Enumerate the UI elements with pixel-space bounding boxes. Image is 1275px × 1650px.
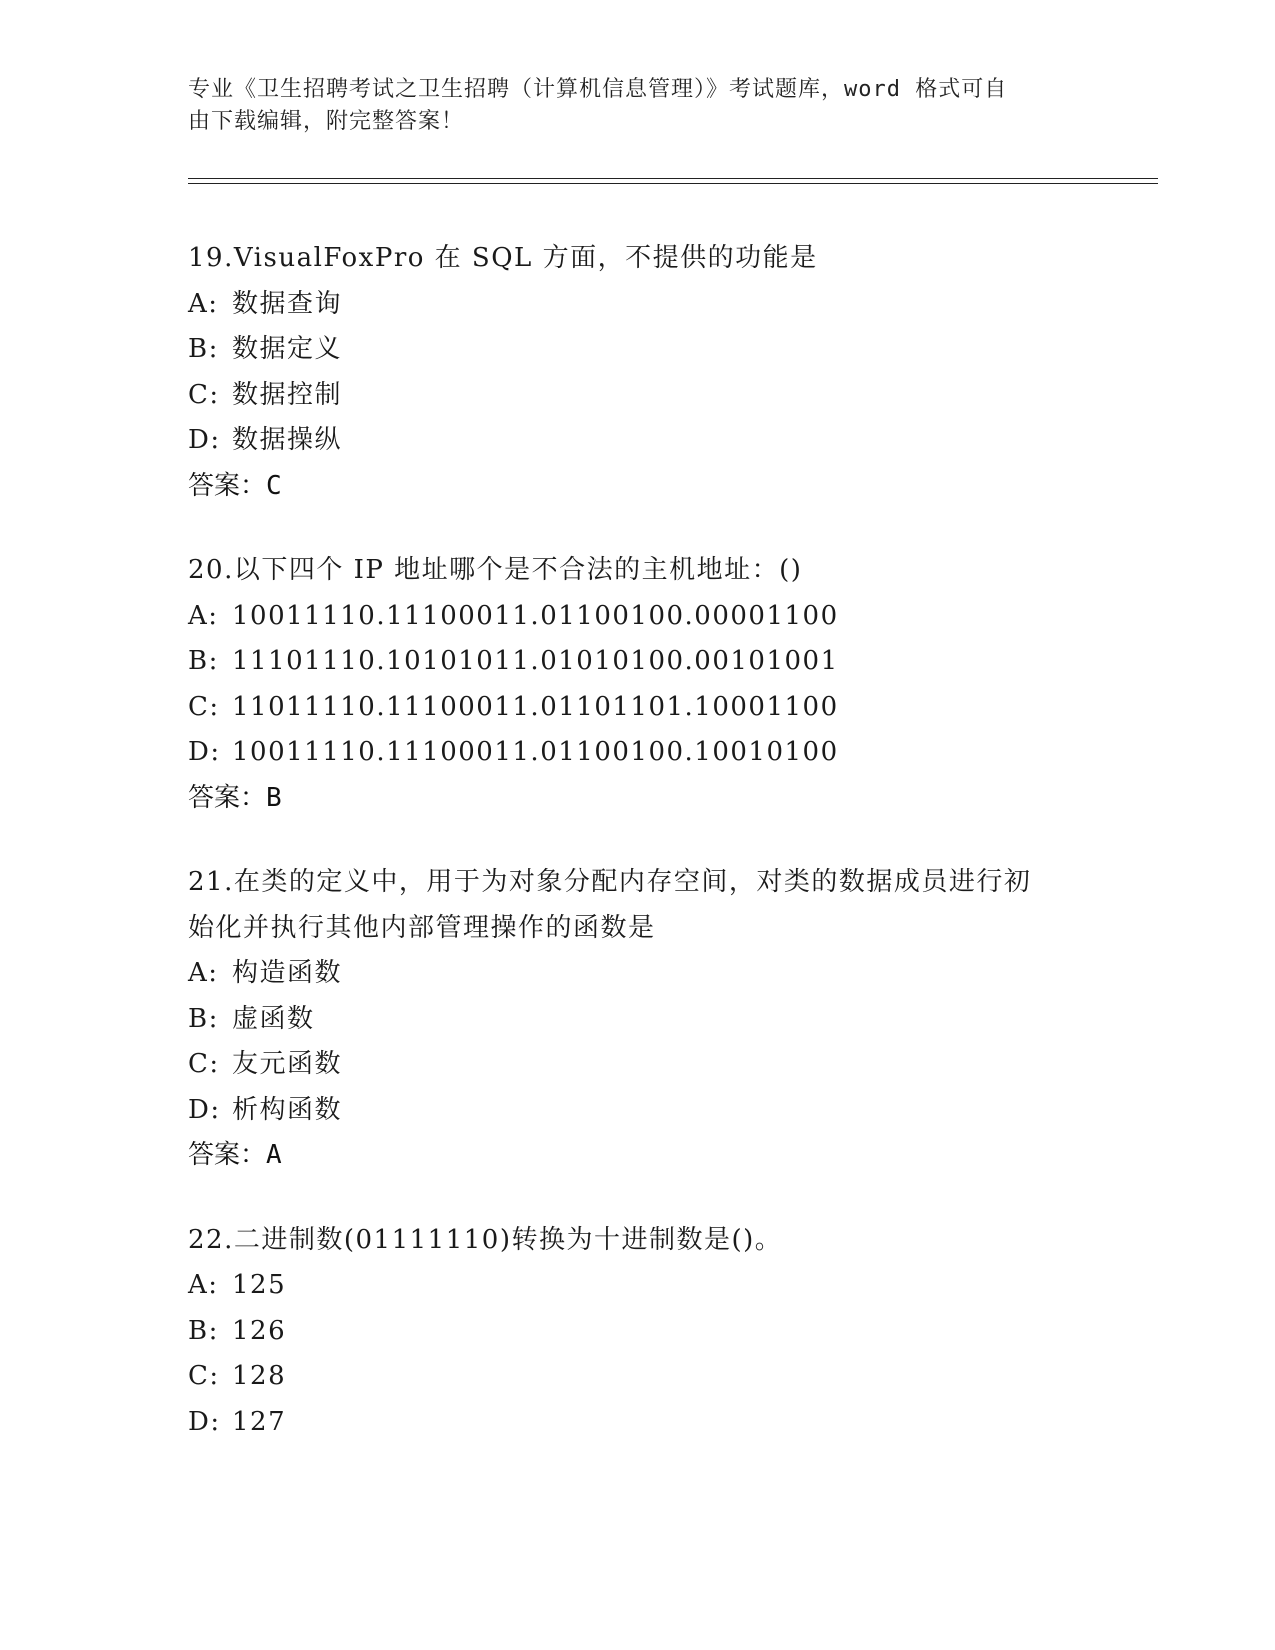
option-text: 126: [232, 1315, 287, 1346]
option-letter: A:: [188, 958, 219, 988]
question-20: [188, 548, 1148, 821]
answer-line: 答案：A: [188, 1140, 282, 1170]
option-letter: D:: [188, 737, 221, 767]
answer-line: 答案：C: [188, 470, 282, 501]
question-22: [188, 1218, 1148, 1446]
option-text: 127: [232, 1406, 287, 1437]
option-letter: C:: [188, 379, 220, 410]
option-c: [188, 1354, 1148, 1400]
option-d: [188, 418, 1148, 464]
option-text: 10011110.11100011.01100100.10010100: [232, 737, 839, 767]
option-text: 11011110.11100011.01101101.10001100: [232, 691, 839, 722]
option-c: [188, 373, 1148, 419]
option-letter: C:: [188, 1049, 220, 1079]
option-letter: A:: [188, 1270, 219, 1300]
option-text: 11101110.10101011.01010100.00101001: [232, 646, 839, 676]
option-letter: D:: [188, 425, 221, 455]
header-divider-bottom: [188, 183, 1158, 184]
option-text: 128: [232, 1361, 287, 1391]
question-21: [188, 860, 1148, 1179]
option-d: [188, 1088, 1148, 1134]
document-header: [188, 74, 1068, 138]
option-letter: B:: [188, 1315, 219, 1346]
option-c: [188, 1042, 1148, 1088]
header-line-1: 专业《卫生招聘考试之卫生招聘（计算机信息管理）》考试题库，word 格式可自: [188, 77, 1008, 102]
header-divider-top: [188, 178, 1158, 179]
option-b: [188, 1309, 1148, 1355]
question-list: [188, 236, 1148, 1484]
header-line-2: 由下载编辑，附完整答案！: [188, 109, 465, 134]
option-d: [188, 730, 1148, 776]
option-letter: C:: [188, 1361, 220, 1391]
option-a: [188, 282, 1148, 328]
option-b: [188, 639, 1148, 685]
option-text: 125: [232, 1270, 287, 1300]
option-a: [188, 1263, 1148, 1309]
option-text: 数据控制: [232, 379, 343, 410]
option-letter: D:: [188, 1094, 221, 1125]
option-letter: B:: [188, 1003, 219, 1034]
option-letter: D:: [188, 1406, 221, 1437]
option-d: [188, 1400, 1148, 1446]
question-stem: 22.二进制数(01111110)转换为十进制数是()。: [188, 1224, 783, 1255]
question-stem: 21.在类的定义中，用于为对象分配内存空间，对类的数据成员进行初: [188, 867, 1032, 897]
option-letter: A:: [188, 600, 219, 631]
option-letter: A:: [188, 288, 219, 319]
question-stem-continued: 始化并执行其他内部管理操作的函数是: [188, 912, 656, 943]
option-text: 友元函数: [232, 1049, 343, 1079]
option-text: 构造函数: [232, 958, 343, 988]
option-text: 10011110.11100011.01100100.00001100: [232, 600, 839, 631]
question-stem: 19.VisualFoxPro 在 SQL 方面，不提供的功能是: [188, 243, 818, 273]
option-b: [188, 997, 1148, 1043]
question-stem: 20.以下四个 IP 地址哪个是不合法的主机地址：(): [188, 555, 803, 585]
question-19: [188, 236, 1148, 509]
option-letter: B:: [188, 334, 219, 364]
option-a: [188, 594, 1148, 640]
option-text: 数据定义: [232, 334, 343, 364]
option-a: [188, 951, 1148, 997]
option-letter: B:: [188, 646, 219, 676]
option-text: 数据查询: [232, 288, 343, 319]
answer-line: 答案：B: [188, 782, 282, 813]
option-letter: C:: [188, 691, 220, 722]
option-c: [188, 685, 1148, 731]
option-text: 数据操纵: [232, 425, 343, 455]
option-text: 虚函数: [232, 1003, 315, 1034]
option-text: 析构函数: [232, 1094, 343, 1125]
option-b: [188, 327, 1148, 373]
